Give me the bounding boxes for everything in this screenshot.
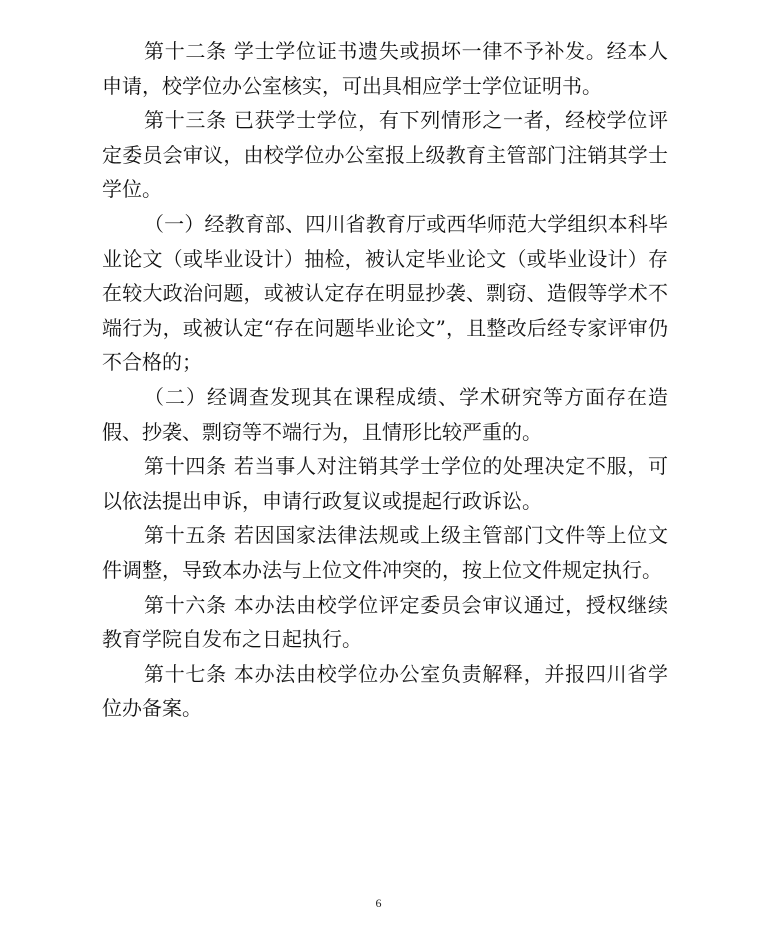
paragraph-article-15: 第十五条 若因国家法律法规或上级主管部门文件等上位文件调整，导致本办法与上位文件冲突的，按上位文件规定执行。 [102,523,668,582]
paragraph-article-12: 第十二条 学士学位证书遗失或损坏一律不予补发。经本人申请，校学位办公室核实，可出具相应学士学位证明书。 [102,39,668,98]
page-number: 6 [375,896,382,910]
paragraph-article-17: 第十七条 本办法由校学位办公室负责解释，并报四川省学位办备案。 [102,661,668,721]
paragraph-item-2: （二）经调查发现其在课程成绩、学术研究等方面存在造假、抄袭、剽窃等不端行为，且情形比较严重的。 [102,384,668,444]
paragraph-item-1: （一）经教育部、四川省教育厅或西华师范大学组织本科毕业论文（或毕业设计）抽检，被认定毕业论文（或毕业设计）存在较大政治问题，或被认定存在明显抄袭、剽窃、造假等学术不端行为，或被认定“存在问题毕业论文”，且整改后经专家评审仍不合格的； [102,211,668,375]
paragraph-article-16: 第十六条 本办法由校学位评定委员会审议通过，授权继续教育学院自发布之日起执行。 [102,592,668,652]
paragraph-article-14: 第十四条 若当事人对注销其学士学位的处理决定不服，可以依法提出申诉，申请行政复议或提起行政诉讼。 [102,454,668,513]
document-body [102,34,668,726]
paragraph-article-13: 第十三条 已获学士学位，有下列情形之一者，经校学位评定委员会审议，由校学位办公室报上级教育主管部门注销其学士学位。 [102,108,668,202]
